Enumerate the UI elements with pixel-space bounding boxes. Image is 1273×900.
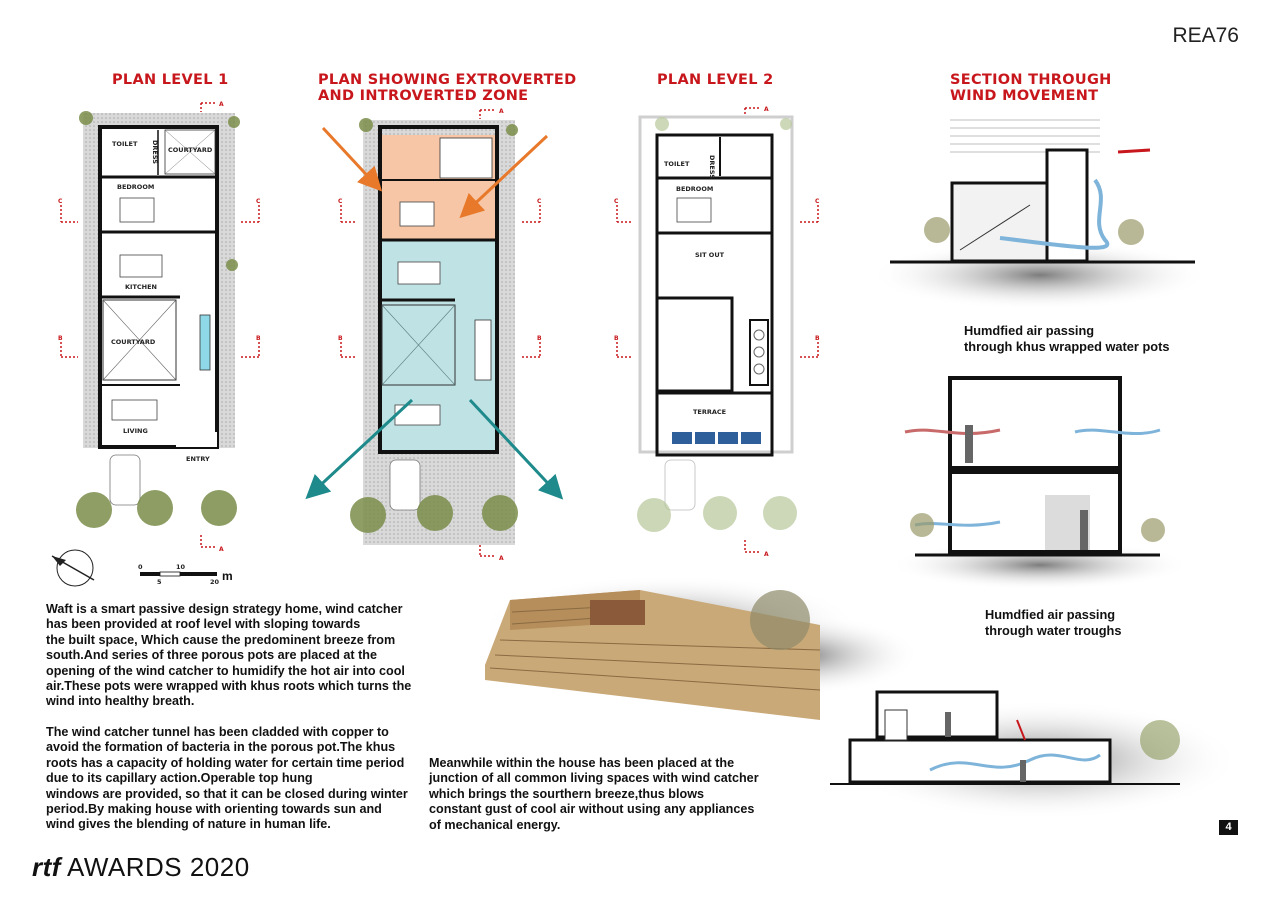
caption-water-troughs: Humdfied air passing through water troughs: [985, 607, 1122, 638]
label-toilet-l2: TOILET: [664, 160, 690, 168]
title-zone-plan: PLAN SHOWING EXTROVERTED AND INTROVERTED ZONE: [318, 72, 577, 104]
label-bedroom: BEDROOM: [117, 183, 155, 191]
zone-plan: [312, 108, 557, 562]
label-courtyard: COURTYARD: [111, 338, 156, 346]
zone-marker-a-top: A: [499, 108, 504, 115]
render-3d: [480, 575, 920, 720]
logo-text: AWARDS 2020: [66, 852, 250, 882]
l2-marker-c-left: C: [614, 198, 619, 205]
label-terrace: TERRACE: [693, 408, 727, 416]
plan-level-1: [58, 101, 261, 553]
project-code: REA76: [1172, 24, 1239, 47]
scale-tick-5: 5: [157, 578, 162, 586]
marker-a-bottom: A: [219, 546, 224, 553]
section-wind-catcher: [870, 120, 1210, 310]
label-dress: DRESS: [151, 140, 159, 164]
paragraph-courtyard-junction: Meanwhile within the house has been placed at the junction of all common living spaces with wind catcher which brings the sourthern breeze,thus blows constant gust of cool air without using any appliances of mechanical energy.: [429, 756, 759, 832]
label-kitchen: KITCHEN: [125, 283, 157, 291]
title-plan-level-1: PLAN LEVEL 1: [112, 72, 229, 88]
label-bedroom-l2: BEDROOM: [676, 185, 714, 193]
l2-marker-b-left: B: [614, 335, 619, 342]
title-section: SECTION THROUGH WIND MOVEMENT: [950, 72, 1112, 104]
l2-marker-a-bottom: A: [764, 551, 769, 558]
l2-marker-b-right: B: [815, 335, 820, 342]
zone-marker-c-left: C: [338, 198, 343, 205]
marker-b-right: B: [256, 335, 261, 342]
zone-marker-a-bottom: A: [499, 555, 504, 562]
label-living: LIVING: [123, 427, 148, 435]
marker-b-left: B: [58, 335, 63, 342]
scale-tick-0: 0: [138, 563, 143, 571]
scale-tick-10: 10: [176, 563, 186, 571]
l2-marker-c-right: C: [815, 198, 820, 205]
scale-unit: m: [222, 569, 233, 583]
page-number: 4: [1219, 820, 1238, 835]
logo-brand: rtf: [32, 852, 61, 882]
scale-bar: [138, 563, 233, 586]
awards-logo: [32, 852, 250, 883]
zone-marker-c-right: C: [537, 198, 542, 205]
l2-marker-a-top: A: [764, 106, 769, 113]
label-entry: ENTRY: [186, 455, 210, 463]
section-khus-pots: [890, 378, 1190, 590]
section-water-troughs: [830, 692, 1240, 820]
marker-c-left: C: [58, 198, 63, 205]
marker-c-right: C: [256, 198, 261, 205]
plan-level-2: [614, 106, 820, 558]
label-courtyard-small: COURTYARD: [168, 146, 213, 154]
label-toilet: TOILET: [112, 140, 138, 148]
caption-khus-pots: Humdfied air passing through khus wrapped water pots: [964, 323, 1170, 354]
marker-a-top: A: [219, 101, 224, 108]
scale-tick-20: 20: [210, 578, 220, 586]
label-dress-l2: DRESS: [708, 155, 716, 179]
zone-marker-b-right: B: [537, 335, 542, 342]
north-arrow: [52, 550, 94, 586]
paragraph-copper-tunnel: The wind catcher tunnel has been cladded with copper to avoid the formation of bacteria in the porous pot.The khus roots has a capacity of holding water for certain time period due to its capillary action.Operable top hung windows are provided, so that it can be closed during winter period.By making house with orienting towards sun and wind gives the blending of nature in human life.: [46, 725, 408, 832]
title-plan-level-2: PLAN LEVEL 2: [657, 72, 774, 88]
paragraph-wind-catcher: Waft is a smart passive design strategy home, wind catcher has been provided at roof level with sloping towards the built space, Which cause the predominent breeze from south.And series of three porous pots are placed at the opening of the wind catcher to humidify the hot air into cool air.These pots were wrapped with khus roots which turns the wind into healthy breath.: [46, 602, 412, 709]
zone-marker-b-left: B: [338, 335, 343, 342]
label-sit-out: SIT OUT: [695, 251, 725, 259]
